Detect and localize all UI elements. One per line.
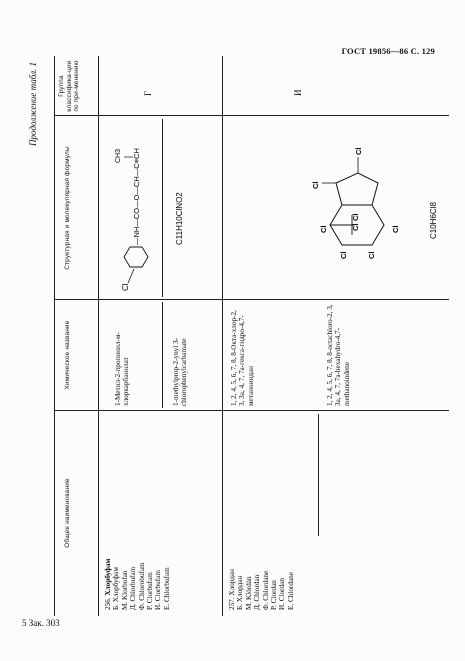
synonym: Ф. Chlorobufam [137,562,146,610]
row-256-group: Г [143,90,153,96]
row-256-structure [100,119,220,297]
synonym: Р. Clorbufam [146,572,155,610]
ring-cl: Cl [391,225,400,233]
molecular-formula: C11H10ClNO2 [175,192,184,245]
row-number: 256. [104,597,112,610]
synonym: Е. Chlordane [286,572,295,610]
substituent-label: Cl [121,283,130,291]
ring-cl: Cl [367,251,376,259]
row-256-common-name [104,480,171,610]
header-divider [98,56,99,616]
row-257-chemical-name-en: 1, 2, 4, 5, 6, 7, 8, 8-octachloro-2, 3, 3a, 4, 7, 7a-hexahydro-4,7-methanoindene [326,304,351,406]
methyl-label: CH3 [115,148,122,163]
synonym: М. Klorbufan [120,570,129,610]
formula-chain: —NH—CO—O—CH—C≡CH [132,148,141,245]
column-divider-1 [54,410,449,411]
molecular-formula: C10H6Cl8 [429,202,438,239]
benzene-ring [124,247,148,267]
ring-cl: Cl [319,225,328,233]
row-257-group: И [293,89,303,96]
column-divider-3 [54,115,449,116]
col-header-common-name: Общее наименование [64,478,71,548]
row-257-common-name [228,480,295,610]
row-256-chemical-name-ru: 1-Метил-2-пропинил-м-хлоркарбанилат [114,332,131,406]
row-number: 257. [228,597,236,610]
synonym: Б. Хлордан [236,575,245,610]
synonym: Е. Chlorbufam [162,567,171,610]
column-divider-2 [54,299,449,300]
row-divider [222,56,223,616]
page-footer: 5 Зак. 303 [22,618,60,628]
row-257-structure [224,119,444,297]
chain-cl: Cl [311,181,320,189]
row-divider-chem-2 [318,414,319,536]
col-header-chemical-name: Химическое название [64,320,71,390]
page-header: ГОСТ 19856—86 С. 129 [341,46,435,56]
synonym: И. Clordan [278,578,287,610]
col-header-formula: Структурная и молекулярная формулы [64,146,71,270]
chain-cl: Cl [354,147,363,155]
bridge-cl: Cl [351,223,360,231]
common-name-title: Хлордан [228,569,236,596]
rotated-table [28,56,449,616]
table-caption: Продолжение табл. 1 [28,62,38,146]
bridge-cl: Cl [351,213,360,221]
col-header-group: Группа классифика-ции по при-менению [58,60,81,112]
synonym: М. Klórdán [244,576,253,610]
row-257-chemical-name-ru: 1, 2, 4, 5, 6, 7, 8, 8-Окта-хлор-2, 3, 3а, 4, 7, 7а-гекса-гидро-4,7-метаноиндан [230,310,255,406]
ring-cl: Cl [339,251,348,259]
common-name-title: Хлорбуфам [104,558,112,596]
synonym: Б. Хлорбуфам [112,567,121,610]
synonym: Р. Clordan [270,580,279,610]
synonym: Д. Chlorbufam [129,566,138,610]
table-top-border [54,56,55,616]
row-256-chemical-name-en: 1-methylprop-2-ynyl 3-chlorophenylcarbamate [172,337,189,406]
synonym: Д. Chlordan [253,574,262,610]
synonym: Ф. Chlordane [261,570,270,610]
synonym: И. Clorbufam [154,570,163,610]
row-divider-chem [162,302,163,408]
